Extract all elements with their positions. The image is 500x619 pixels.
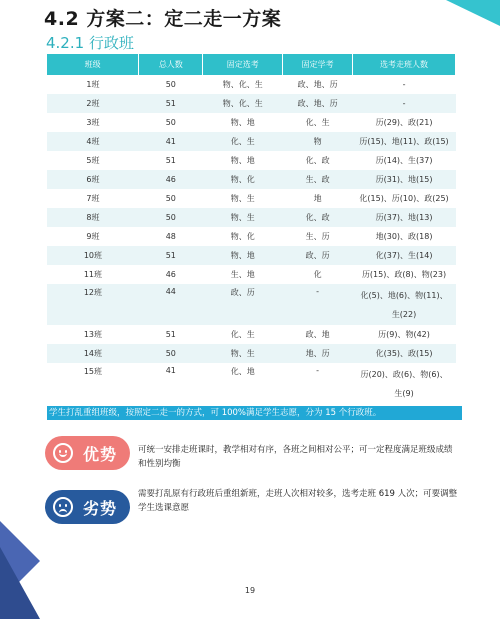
cell-fixed-elective: 物、化 [203, 170, 283, 189]
cell-fixed-elective: 物、地 [203, 246, 283, 265]
cell-class: 7班 [86, 194, 100, 203]
cell-fixed-elective: 物、生 [203, 208, 283, 227]
cell-fixed-academic: 政、地、历 [297, 80, 338, 89]
table-row [47, 325, 456, 344]
cell-fixed-elective: 化、生 [230, 330, 255, 339]
table-row [47, 363, 456, 404]
cell-rotation: 化(15)、历(10)、政(25) [359, 194, 449, 203]
cell-fixed-elective: 物、化、生 [203, 94, 283, 113]
table-row [47, 208, 456, 227]
cell-total: 46 [139, 170, 203, 189]
frown-icon [53, 497, 73, 517]
cell-total: 50 [139, 208, 203, 227]
cell-rotation: 历(9)、物(42) [378, 330, 430, 339]
cell-fixed-academic: 地、历 [283, 344, 353, 363]
cell-total: 51 [139, 94, 203, 113]
cell-class: 6班 [47, 170, 139, 189]
cell-fixed-academic: 化、政 [283, 208, 353, 227]
cell-fixed-elective: 政、历 [203, 284, 283, 325]
cell-rotation: 地(30)、政(18) [375, 232, 433, 241]
page-number: 19 [244, 586, 256, 595]
cell-total: 50 [139, 344, 203, 363]
cell-class: 10班 [47, 246, 139, 265]
cell-rotation: 历(29)、政(21) [375, 118, 433, 127]
cell-fixed-academic: 政、历 [283, 246, 353, 265]
subsection-heading: 4.2.1 行政班 [46, 34, 134, 52]
cell-fixed-elective: 物、生 [203, 344, 283, 363]
cell-rotation: 历(15)、地(11)、政(15) [353, 132, 456, 151]
smile-icon [53, 443, 73, 463]
cell-class: 9班 [86, 232, 100, 241]
cell-rotation: 化(37)、生(14) [353, 246, 456, 265]
cell-class: 8班 [47, 208, 139, 227]
cell-fixed-academic: 政、地 [305, 330, 330, 339]
corner-decoration-bottom [0, 547, 40, 619]
advantage-badge [45, 436, 130, 470]
disadvantage-label: 劣势 [83, 498, 118, 518]
cell-total: 50 [165, 80, 176, 89]
cell-class: 1班 [86, 80, 100, 89]
cell-class: 5班 [86, 156, 100, 165]
cell-total: 51 [165, 330, 176, 339]
cell-class: 3班 [86, 118, 100, 127]
cell-total: 48 [165, 232, 176, 241]
cell-class: 2班 [47, 94, 139, 113]
section-heading: 4.2 方案二：定二走一方案 [44, 8, 282, 30]
cell-fixed-academic: 物 [283, 132, 353, 151]
cell-total: 50 [165, 118, 176, 127]
cell-class: 15班 [83, 367, 103, 376]
cell-class: 14班 [47, 344, 139, 363]
table-row [47, 94, 456, 113]
cell-fixed-academic: 生、历 [305, 232, 330, 241]
cell-fixed-academic: 化、政 [305, 156, 330, 165]
advantage-text: 可统一安排走班课时，教学相对有序，各班之间相对公平；可一定程度满足班级成绩和性别均衡 [138, 445, 453, 469]
disadvantage-text: 需要打乱原有行政班后重组新班，走班人次相对较多，选考走班 619 人次；可要调整学生选课意愿 [138, 489, 458, 513]
cell-fixed-elective: 生、地 [230, 270, 255, 279]
cell-fixed-academic: 生、政 [283, 170, 353, 189]
advantage-label: 优势 [83, 444, 118, 464]
table-row [47, 284, 456, 325]
table-row [47, 151, 456, 170]
header-fixed-academic: 固定学考 [283, 54, 353, 75]
table-row [47, 265, 456, 284]
cell-rotation: 化(5)、地(6)、物(11)、生(22) [353, 284, 456, 325]
header-total: 总人数 [139, 54, 203, 75]
cell-rotation: 历(15)、政(8)、物(23) [361, 270, 447, 279]
cell-rotation: - [402, 80, 406, 89]
header-class: 班级 [47, 54, 139, 75]
cell-total: 41 [139, 132, 203, 151]
table-header-row [47, 54, 456, 75]
cell-total: 41 [165, 366, 176, 375]
cell-fixed-academic: 化、生 [305, 118, 330, 127]
cell-class: 11班 [83, 270, 103, 279]
cell-rotation: 历(37)、地(13) [353, 208, 456, 227]
cell-fixed-elective: 物、生 [230, 194, 255, 203]
cell-rotation: 化(35)、政(15) [353, 344, 456, 363]
header-rotation-count: 选考走班人数 [353, 54, 456, 75]
table-row [47, 227, 456, 246]
cell-total: 46 [165, 270, 176, 279]
cell-fixed-elective: 物、地 [230, 118, 255, 127]
cell-rotation: 历(20)、政(6)、物(6)、生(9) [360, 369, 448, 398]
cell-fixed-elective: 物、地 [230, 156, 255, 165]
cell-class: 4班 [47, 132, 139, 151]
cell-fixed-elective: 化、地 [230, 367, 255, 376]
cell-rotation: 历(31)、地(15) [353, 170, 456, 189]
table-row [47, 189, 456, 208]
cell-fixed-academic: 化 [313, 270, 322, 279]
cell-total: 51 [165, 156, 176, 165]
header-fixed-elective: 固定选考 [203, 54, 283, 75]
cell-rotation: - [353, 94, 456, 113]
cell-total: 44 [139, 284, 203, 325]
table-row [47, 113, 456, 132]
cell-fixed-elective: 物、化 [230, 232, 255, 241]
summary-banner: 学生打乱重组班级，按照定二走一的方式，可 100%满足学生志愿，分为 15 个行政班。 [47, 406, 462, 420]
cell-fixed-academic: - [316, 366, 320, 375]
cell-fixed-academic: 政、地、历 [283, 94, 353, 113]
cell-fixed-elective: 物、化、生 [222, 80, 263, 89]
table-row [47, 170, 456, 189]
disadvantage-badge [45, 490, 130, 524]
cell-class: 13班 [83, 330, 103, 339]
table-row [47, 344, 456, 363]
cell-total: 50 [165, 194, 176, 203]
table-row [47, 132, 456, 151]
cell-fixed-academic: 地 [313, 194, 322, 203]
cell-rotation: 历(14)、生(37) [375, 156, 433, 165]
class-allocation-table [47, 54, 456, 404]
cell-class: 12班 [47, 284, 139, 325]
table-row [47, 75, 456, 94]
table-row [47, 246, 456, 265]
cell-total: 51 [139, 246, 203, 265]
cell-fixed-academic: - [283, 284, 353, 325]
corner-decoration-top [446, 0, 500, 26]
cell-fixed-elective: 化、生 [203, 132, 283, 151]
